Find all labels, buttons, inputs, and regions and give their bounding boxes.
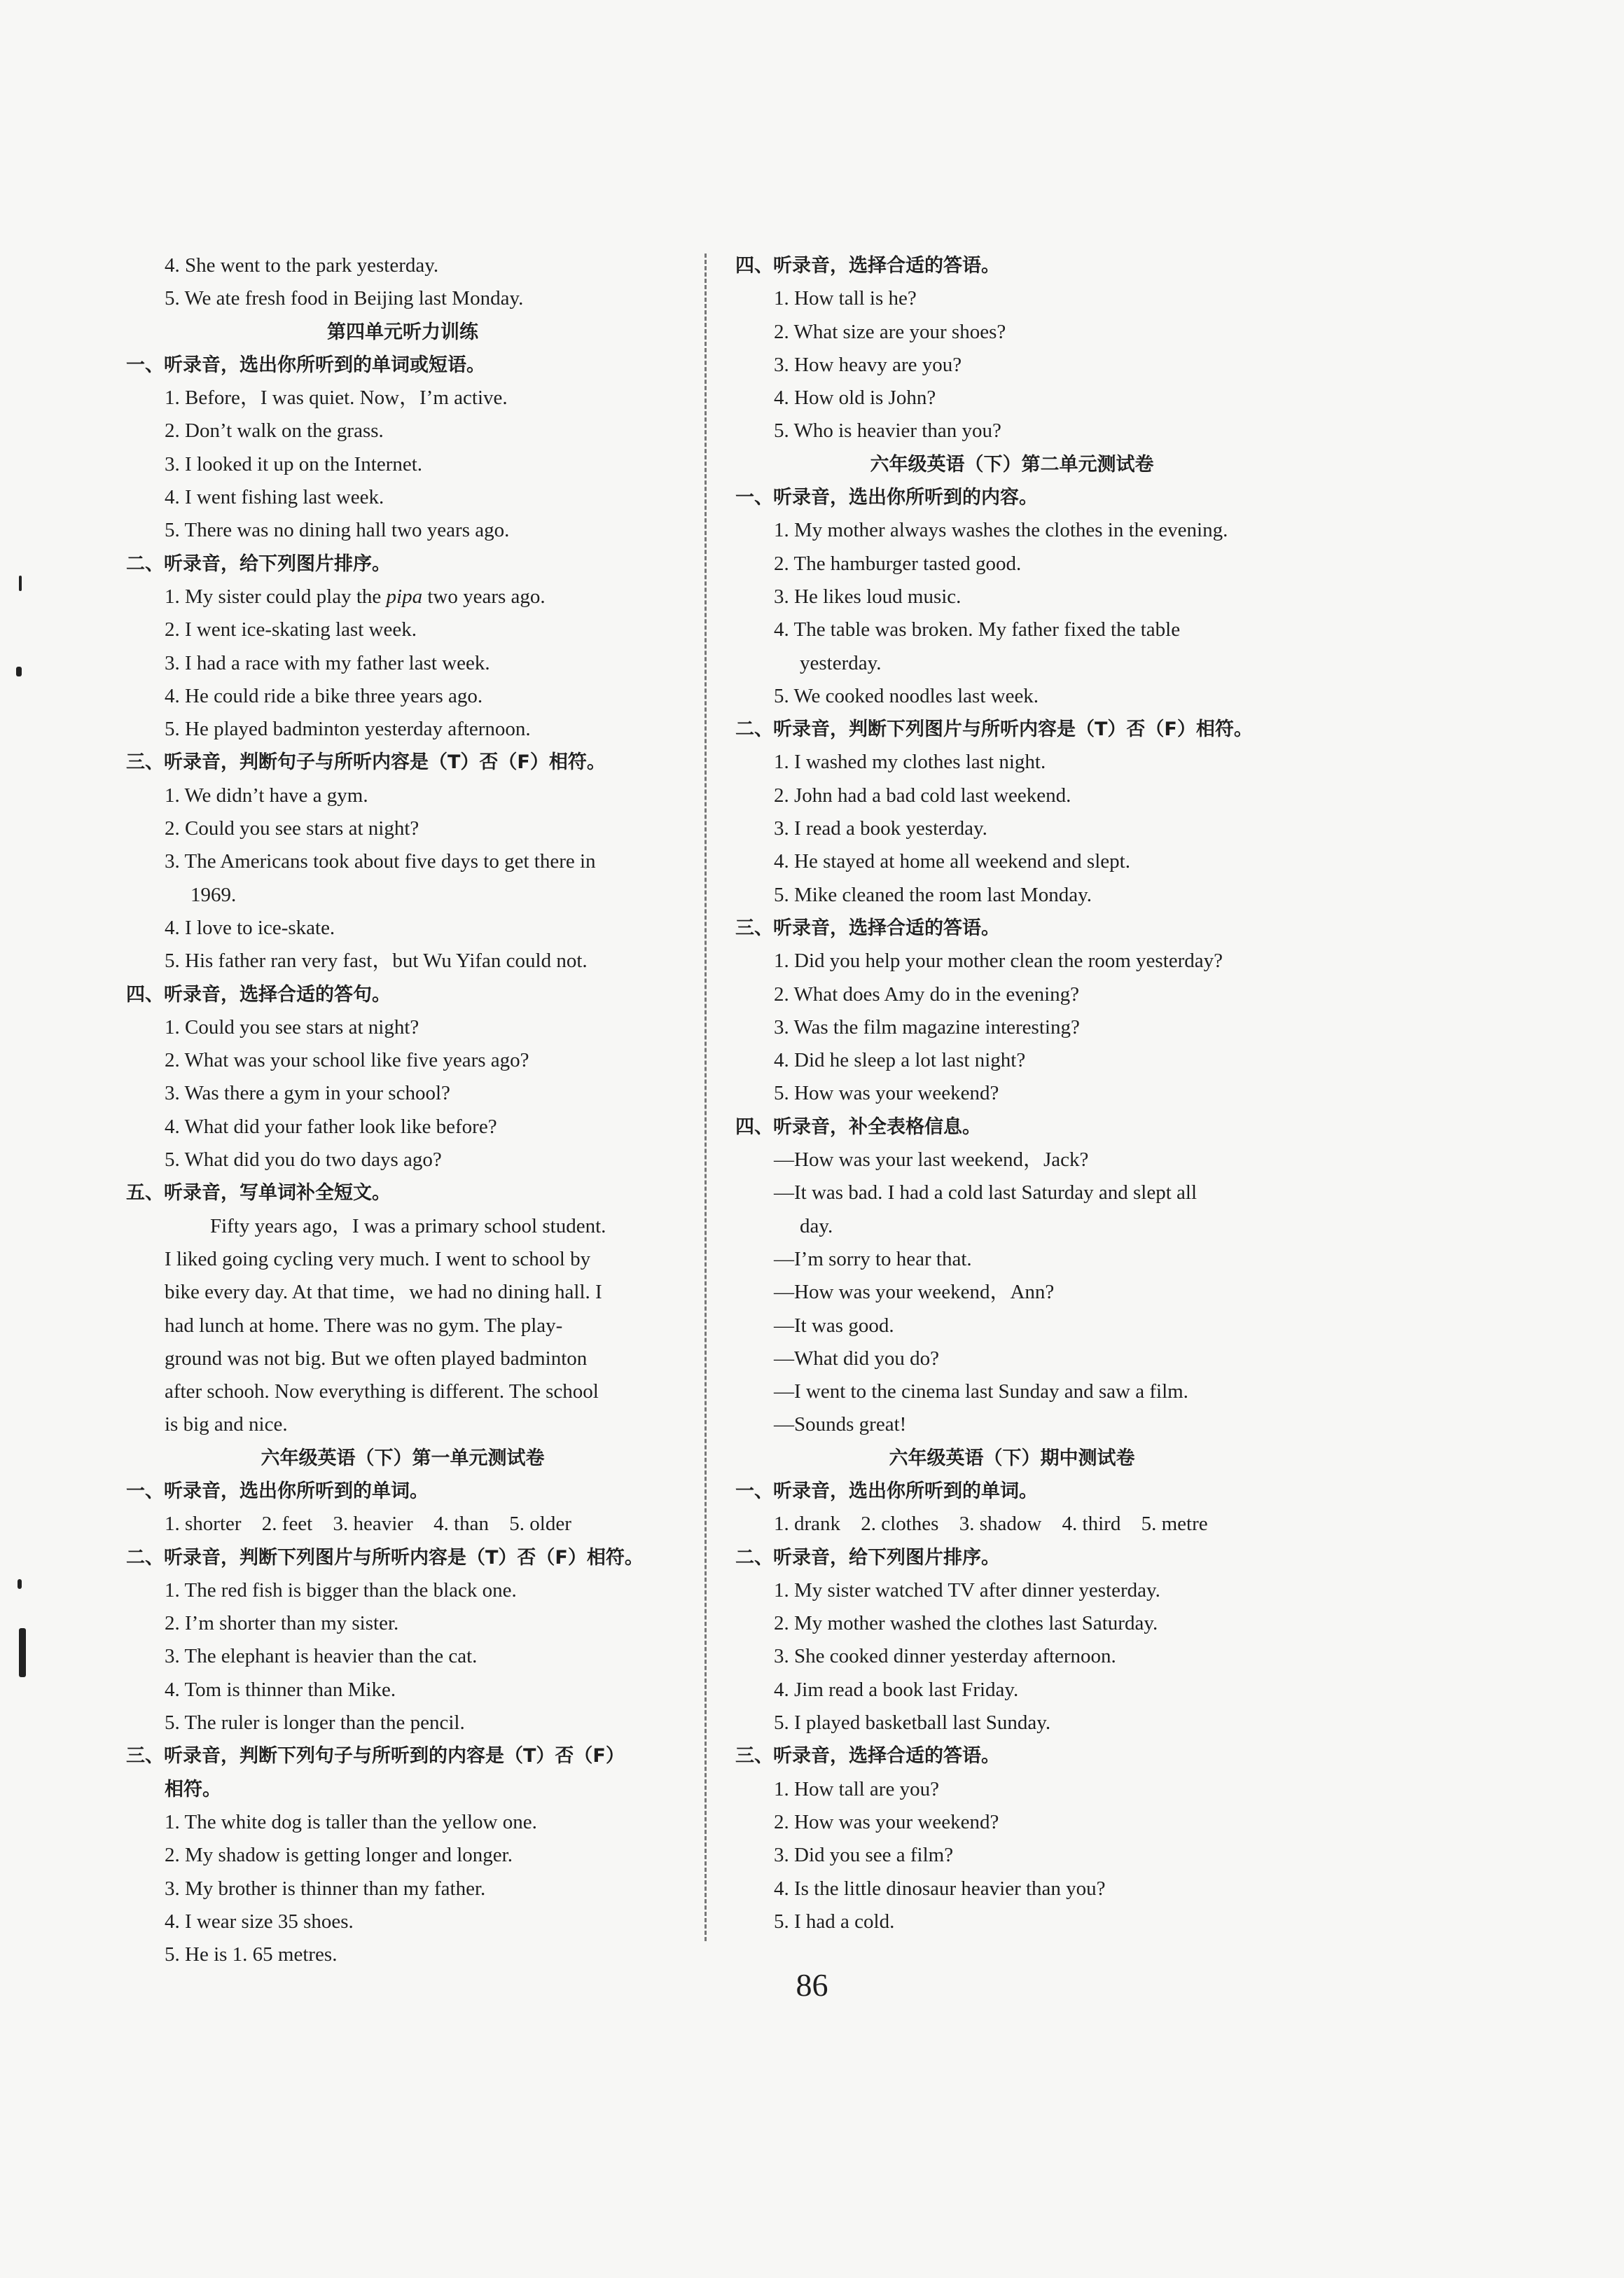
paragraph-line: bike every day. At that time，we had no dining hall. I xyxy=(165,1281,602,1304)
list-item: 1. The red fish is bigger than the black one. xyxy=(165,1578,517,1602)
list-item: 3. The Americans took about five days to get there in xyxy=(165,850,596,873)
list-item: 5. We ate fresh food in Beijing last Monday. xyxy=(165,287,524,310)
scan-mark xyxy=(19,1628,26,1677)
list-item: 4. Tom is thinner than Mike. xyxy=(165,1678,396,1701)
list-item: 3. He likes loud music. xyxy=(774,585,962,608)
list-item: 3. The elephant is heavier than the cat. xyxy=(165,1645,478,1668)
list-item: 1. We didn’t have a gym. xyxy=(165,784,368,807)
list-item: 2. The hamburger tasted good. xyxy=(774,552,1022,575)
paragraph-line: is big and nice. xyxy=(165,1413,288,1436)
section-heading: 三、听录音，选择合适的答语。 xyxy=(735,917,1000,939)
list-item: 3. Was the film magazine interesting? xyxy=(774,1015,1080,1039)
list-item: 5. There was no dining hall two years ago. xyxy=(165,519,510,542)
scan-mark xyxy=(18,1579,22,1589)
section-heading: 五、听录音，写单词补全短文。 xyxy=(126,1182,391,1204)
paragraph-line: after schooh. Now everything is different. The school xyxy=(165,1380,599,1403)
dialogue-line: —It was good. xyxy=(774,1314,894,1337)
section-heading-continuation: 相符。 xyxy=(165,1778,221,1800)
list-item: 4. I wear size 35 shoes. xyxy=(165,1910,354,1933)
list-item: 3. How heavy are you? xyxy=(774,353,962,376)
list-item: 2. What does Amy do in the evening? xyxy=(774,982,1079,1006)
scan-mark xyxy=(19,576,22,591)
list-item: 3. Did you see a film? xyxy=(774,1844,954,1867)
list-item: 4. Did he sleep a lot last night? xyxy=(774,1049,1026,1072)
word-option: 5. older xyxy=(509,1513,571,1536)
word-option: 3. shadow xyxy=(959,1513,1042,1536)
list-item-continuation: yesterday. xyxy=(800,651,882,674)
section-heading: 四、听录音，选择合适的答语。 xyxy=(735,255,1000,277)
word-option: 2. clothes xyxy=(861,1513,939,1536)
list-item: 5. We cooked noodles last week. xyxy=(774,684,1039,707)
list-item: 1. Could you see stars at night? xyxy=(165,1015,419,1039)
section-heading: 三、听录音，判断下列句子与所听到的内容是（T）否（F） xyxy=(126,1745,625,1767)
dialogue-line: —How was your last weekend，Jack? xyxy=(774,1148,1089,1172)
list-item: 4. Is the little dinosaur heavier than you? xyxy=(774,1877,1106,1900)
column-divider xyxy=(705,254,707,1941)
list-item: 5. How was your weekend? xyxy=(774,1082,999,1105)
paragraph-line: I liked going cycling very much. I went to school by xyxy=(165,1247,591,1270)
list-item: 2. How was your weekend? xyxy=(774,1810,999,1833)
word-list xyxy=(735,1508,1289,1541)
list-item: 5. Mike cleaned the room last Monday. xyxy=(774,883,1092,906)
list-item: 1. How tall is he? xyxy=(774,287,917,310)
section-heading: 一、听录音，选出你所听到的单词或短语。 xyxy=(126,354,485,376)
right-column xyxy=(735,249,1289,1938)
list-item: 4. How old is John? xyxy=(774,387,936,410)
paragraph-line: ground was not big. But we often played badminton xyxy=(165,1347,588,1370)
section-heading: 四、听录音，选择合适的答句。 xyxy=(126,983,391,1006)
word-option: 1. drank xyxy=(774,1513,841,1536)
list-item: 5. I played basketball last Sunday. xyxy=(774,1711,1051,1735)
dialogue-line: —Sounds great! xyxy=(774,1413,907,1436)
text-segment: two years ago. xyxy=(422,585,546,608)
word-option: 4. third xyxy=(1062,1513,1121,1536)
list-item: 5. His father ran very fast，but Wu Yifan could not. xyxy=(165,950,588,973)
test-title: 六年级英语（下）第二单元测试卷 xyxy=(870,453,1154,475)
list-item: 4. What did your father look like before? xyxy=(165,1115,497,1138)
list-item: 3. I had a race with my father last week. xyxy=(165,651,490,674)
dialogue-line: —It was bad. I had a cold last Saturday and slept all xyxy=(774,1181,1198,1204)
list-item: 2. What size are your shoes? xyxy=(774,320,1006,343)
paragraph-line: Fifty years ago，I was a primary school student. xyxy=(210,1214,606,1237)
paragraph-line: had lunch at home. There was no gym. The play- xyxy=(165,1314,563,1337)
list-item: 5. The ruler is longer than the pencil. xyxy=(165,1711,465,1735)
dialogue-line: —What did you do? xyxy=(774,1347,939,1370)
dialogue-line: —I’m sorry to hear that. xyxy=(774,1247,972,1270)
test-title: 六年级英语（下）第一单元测试卷 xyxy=(261,1447,545,1469)
italic-word: pipa xyxy=(386,585,423,608)
list-item: 3. Was there a gym in your school? xyxy=(165,1082,450,1105)
section-heading: 二、听录音，判断下列图片与所听内容是（T）否（F）相符。 xyxy=(735,718,1253,741)
section-heading: 二、听录音，给下列图片排序。 xyxy=(126,553,391,575)
section-heading: 一、听录音，选出你所听到的内容。 xyxy=(735,487,1038,509)
page-number: 86 xyxy=(796,1967,828,2003)
list-item: 4. The table was broken. My father fixed the table xyxy=(774,618,1181,641)
list-item xyxy=(126,581,679,613)
list-item: 5. He played badminton yesterday afternoon. xyxy=(165,718,531,741)
dialogue-line-continuation: day. xyxy=(800,1214,833,1237)
section-heading: 三、听录音，判断句子与所听内容是（T）否（F）相符。 xyxy=(126,751,606,774)
unit-title: 第四单元听力训练 xyxy=(327,321,478,343)
text-segment: 1. My sister could play the xyxy=(165,585,387,608)
list-item: 2. John had a bad cold last weekend. xyxy=(774,784,1071,807)
dialogue-line: —How was your weekend，Ann? xyxy=(774,1281,1055,1304)
section-heading: 四、听录音，补全表格信息。 xyxy=(735,1116,981,1138)
section-heading: 二、听录音，判断下列图片与所听内容是（T）否（F）相符。 xyxy=(126,1546,644,1569)
list-item: 1. Before，I was quiet. Now，I’m active. xyxy=(165,387,508,410)
section-heading: 二、听录音，给下列图片排序。 xyxy=(735,1546,1000,1569)
section-heading: 三、听录音，选择合适的答语。 xyxy=(735,1745,1000,1767)
word-option: 3. heavier xyxy=(333,1513,413,1536)
list-item: 4. She went to the park yesterday. xyxy=(165,254,439,277)
list-item: 1. I washed my clothes last night. xyxy=(774,751,1046,774)
test-title: 六年级英语（下）期中测试卷 xyxy=(889,1447,1135,1469)
list-item: 5. He is 1. 65 metres. xyxy=(165,1943,338,1966)
word-option: 4. than xyxy=(433,1513,490,1536)
list-item: 5. What did you do two days ago? xyxy=(165,1148,442,1172)
list-item: 2. Could you see stars at night? xyxy=(165,817,419,840)
word-option: 5. metre xyxy=(1141,1513,1208,1536)
list-item: 2. My mother washed the clothes last Saturday. xyxy=(774,1612,1158,1635)
list-item: 4. He could ride a bike three years ago. xyxy=(165,684,483,707)
list-item: 3. I looked it up on the Internet. xyxy=(165,452,423,475)
list-item: 5. Who is heavier than you? xyxy=(774,419,1001,443)
section-heading: 一、听录音，选出你所听到的单词。 xyxy=(735,1480,1038,1502)
dialogue-line: —I went to the cinema last Sunday and saw a film. xyxy=(774,1380,1188,1403)
list-item: 3. She cooked dinner yesterday afternoon. xyxy=(774,1645,1116,1668)
list-item: 2. What was your school like five years ago? xyxy=(165,1049,529,1072)
list-item: 3. My brother is thinner than my father. xyxy=(165,1877,486,1900)
scan-mark xyxy=(16,667,22,676)
list-item: 2. I’m shorter than my sister. xyxy=(165,1612,399,1635)
list-item: 1. My mother always washes the clothes in the evening. xyxy=(774,519,1228,542)
list-item: 1. My sister watched TV after dinner yesterday. xyxy=(774,1578,1160,1602)
list-item: 4. Jim read a book last Friday. xyxy=(774,1678,1019,1701)
list-item: 4. I went fishing last week. xyxy=(165,486,384,509)
list-item: 2. My shadow is getting longer and longer. xyxy=(165,1844,513,1867)
list-item: 1. Did you help your mother clean the room yesterday? xyxy=(774,950,1223,973)
list-item: 2. I went ice-skating last week. xyxy=(165,618,417,641)
list-item: 3. I read a book yesterday. xyxy=(774,817,987,840)
list-item: 4. I love to ice-skate. xyxy=(165,916,335,939)
list-item: 1. How tall are you? xyxy=(774,1777,939,1800)
list-item: 4. He stayed at home all weekend and slept. xyxy=(774,850,1130,873)
section-heading: 一、听录音，选出你所听到的单词。 xyxy=(126,1480,429,1502)
list-item: 5. I had a cold. xyxy=(774,1910,895,1933)
word-option: 1. shorter xyxy=(165,1513,242,1536)
left-column xyxy=(126,249,679,1971)
word-list xyxy=(126,1508,679,1541)
list-item-continuation: 1969. xyxy=(190,883,237,906)
list-item: 2. Don’t walk on the grass. xyxy=(165,419,384,443)
word-option: 2. feet xyxy=(261,1513,313,1536)
list-item: 1. The white dog is taller than the yellow one. xyxy=(165,1810,537,1833)
